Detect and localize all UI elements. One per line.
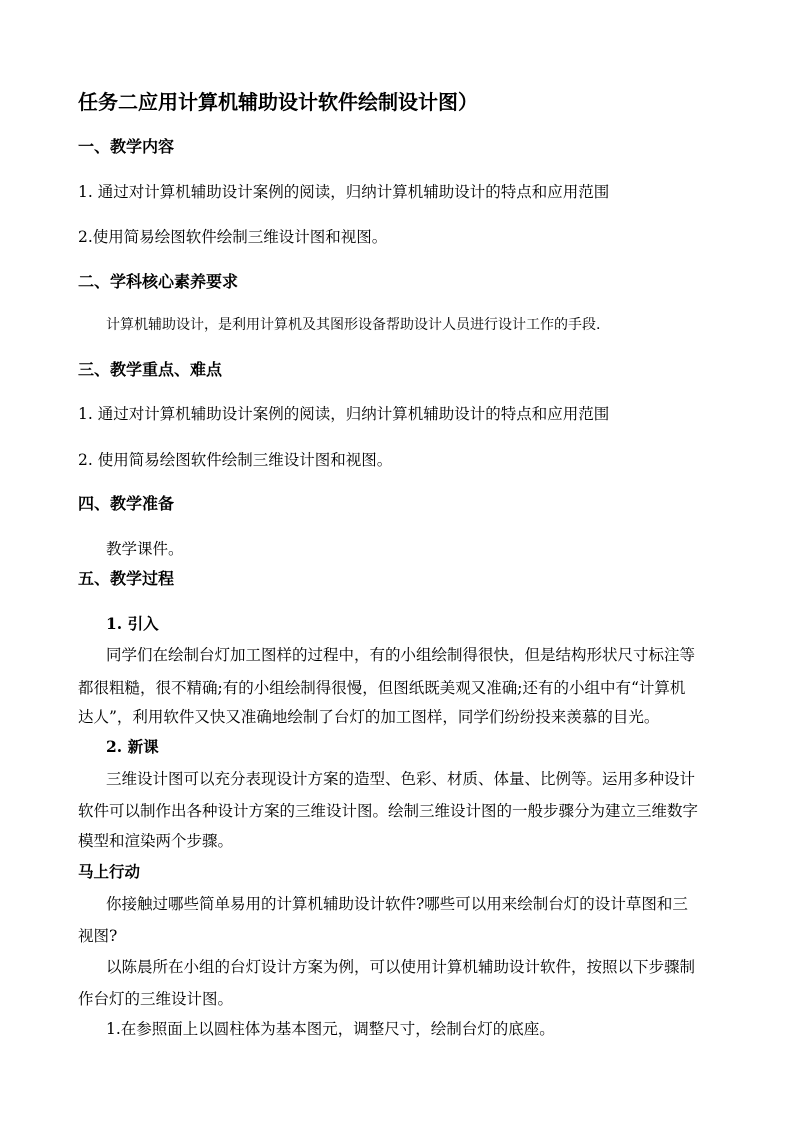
intro-line-3: 达人”，利用软件又快又准确地绘制了台灯的加工图样，同学们纷纷投来羡慕的目光。	[78, 708, 660, 726]
key-point-item-2: 2. 使用简易绘图软件绘制三维设计图和视图。	[78, 451, 393, 469]
document-title: 任务二应用计算机辅助设计软件绘制设计图）	[78, 90, 478, 114]
action-example-line-2: 作台灯的三维设计图。	[78, 990, 234, 1008]
key-point-item-1: 1. 通过对计算机辅助设计案例的阅读，归纳计算机辅助设计的特点和应用范围	[78, 405, 610, 423]
content-item-1: 1. 通过对计算机辅助设计案例的阅读，归纳计算机辅助设计的特点和应用范围	[78, 183, 610, 201]
action-question-line-1: 你接触过哪些简单易用的计算机辅助设计软件?哪些可以用来绘制台灯的设计草图和三	[106, 895, 688, 913]
new-lesson-line-2: 软件可以制作出各种设计方案的三维设计图。绘制三维设计图的一般步骤分为建立三维数字	[78, 802, 699, 820]
step-1: 1.在参照面上以圆柱体为基本图元，调整尺寸，绘制台灯的底座。	[106, 1020, 555, 1038]
intro-line-1: 同学们在绘制台灯加工图样的过程中，有的小组绘制得很快，但是结构形状尺寸标注等	[106, 646, 696, 664]
action-example-line-1: 以陈晨所在小组的台灯设计方案为例，可以使用计算机辅助设计软件，按照以下步骤制	[106, 958, 696, 976]
intro-line-2: 都很粗糙，很不精确;有的小组绘制得很慢，但图纸既美观又准确;还有的小组中有“计算机	[78, 679, 686, 697]
literacy-text: 计算机辅助设计，是利用计算机及其图形设备帮助设计人员进行设计工作的手段.	[106, 317, 601, 333]
content-item-2: 2.使用简易绘图软件绘制三维设计图和视图。	[78, 228, 388, 246]
heading-core-literacy: 二、学科核心素养要求	[78, 272, 239, 291]
intro-label: 1. 引入	[106, 614, 159, 633]
action-heading: 马上行动	[78, 862, 141, 881]
new-lesson-label: 2. 新课	[106, 737, 159, 756]
preparation-text: 教学课件。	[106, 540, 184, 558]
heading-preparation: 四、教学准备	[78, 494, 175, 513]
new-lesson-line-3: 模型和渲染两个步骤。	[78, 832, 234, 850]
new-lesson-line-1: 三维设计图可以充分表现设计方案的造型、色彩、材质、体量、比例等。运用多种设计	[106, 770, 696, 788]
heading-teaching-process: 五、教学过程	[78, 569, 175, 588]
action-question-line-2: 视图?	[78, 927, 118, 945]
heading-key-points: 三、教学重点、难点	[78, 360, 223, 379]
heading-teaching-content: 一、教学内容	[78, 137, 175, 156]
